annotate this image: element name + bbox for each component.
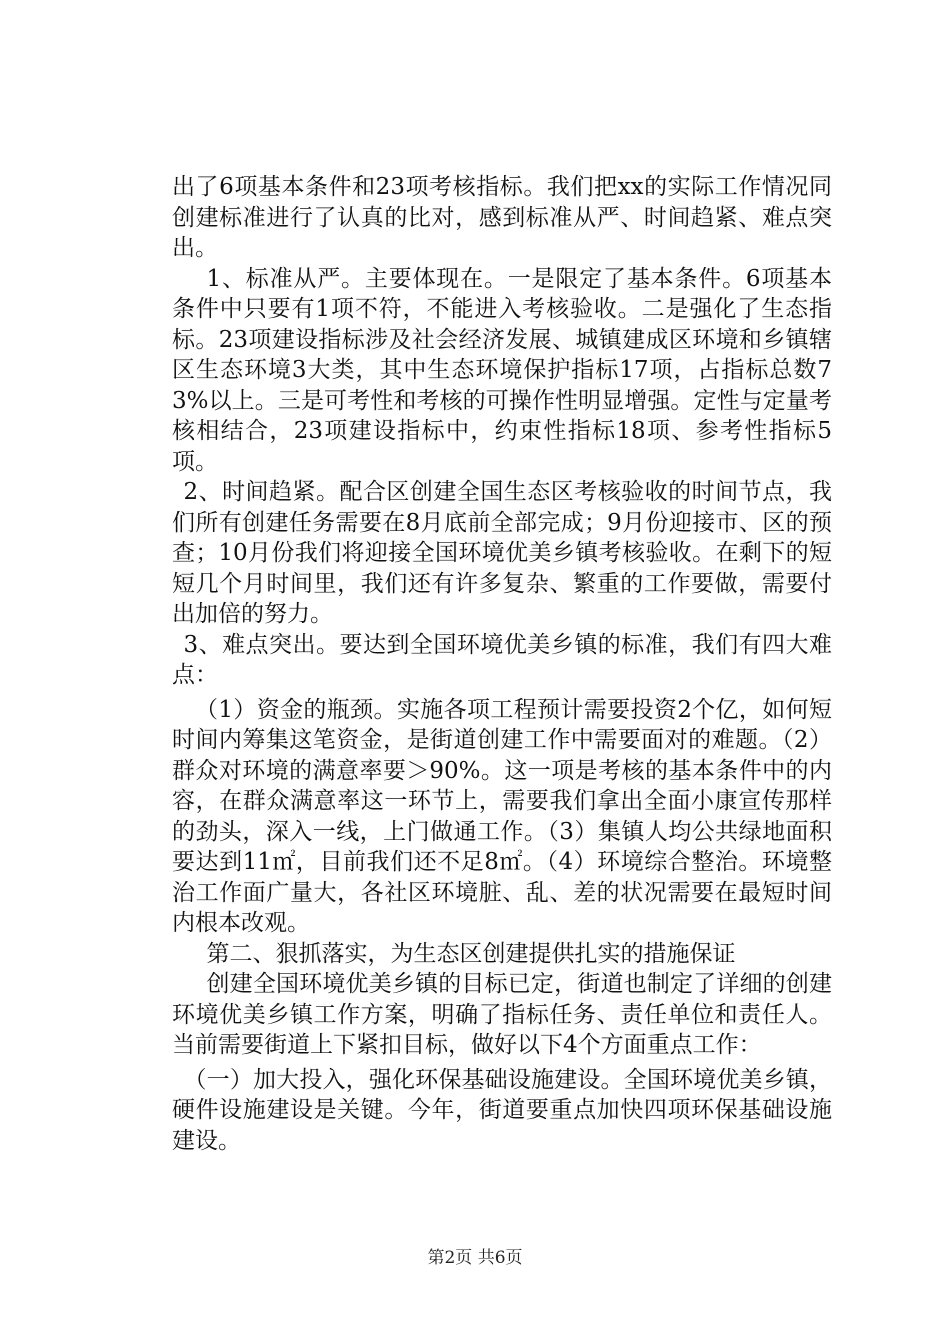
paragraph-difficulties: 3、难点突出。要达到全国环境优美乡镇的标准，我们有四大难点：: [172, 631, 832, 688]
paragraph-intro: 出了6项基本条件和23项考核指标。我们把xx的实际工作情况同创建标准进行了认真的比对，感到标准从严、时间趋紧、难点突出。: [172, 174, 832, 261]
section-heading-second: 第二、狠抓落实，为生态区创建提供扎实的措施保证: [206, 940, 736, 967]
document-body: [172, 172, 832, 1156]
paragraph-investment: （一）加大投入，强化环保基础设施建设。全国环境优美乡镇，硬件设施建设是关键。今年，街道要重点加快四项环保基础设施建设。: [172, 1066, 832, 1154]
paragraph-difficulty-list: （1）资金的瓶颈。实施各项工程预计需要投资2个亿，如何短时间内筹集这笔资金，是街道创建工作中需要面对的难题。（2）群众对环境的满意率要＞90%。这一项是考核的基本条件中的内容，在群众满意率这一环节上，需要我们拿出全面小康宣传那样的劲头，深入一线，上门做通工作。（3）集镇人均公共绿地面积要达到11㎡，目前我们还不足8㎡。（4）环境综合整治。环境整治工作面广量大，各社区环境脏、乱、差的状况需要在最短时间内根本改观。: [172, 696, 832, 936]
paragraph-standard-strict: 1、标准从严。主要体现在。一是限定了基本条件。6项基本条件中只要有1项不符，不能进入考核验收。二是强化了生态指标。23项建设指标涉及社会经济发展、城镇建成区环境和乡镇辖区生态环境3大类，其中生态环境保护指标17项，占指标总数73%以上。三是可考性和考核的可操作性明显增强。定性与定量考核相结合，23项建设指标中，约束性指标18项、参考性指标5项。: [172, 265, 832, 475]
paragraph-time-tight: 2、时间趋紧。配合区创建全国生态区考核验收的时间节点，我们所有创建任务需要在8月底前全部完成；9月份迎接市、区的预查；10月份我们将迎接全国环境优美乡镇考核验收。在剩下的短短几个月时间里，我们还有许多复杂、繁重的工作要做，需要付出加倍的努力。: [172, 479, 832, 627]
page-footer: 第2页 共6页: [427, 1248, 523, 1268]
paragraph-goal: 创建全国环境优美乡镇的目标已定，街道也制定了详细的创建环境优美乡镇工作方案，明确了指标任务、责任单位和责任人。当前需要街道上下紧扣目标，做好以下4个方面重点工作：: [172, 971, 832, 1058]
